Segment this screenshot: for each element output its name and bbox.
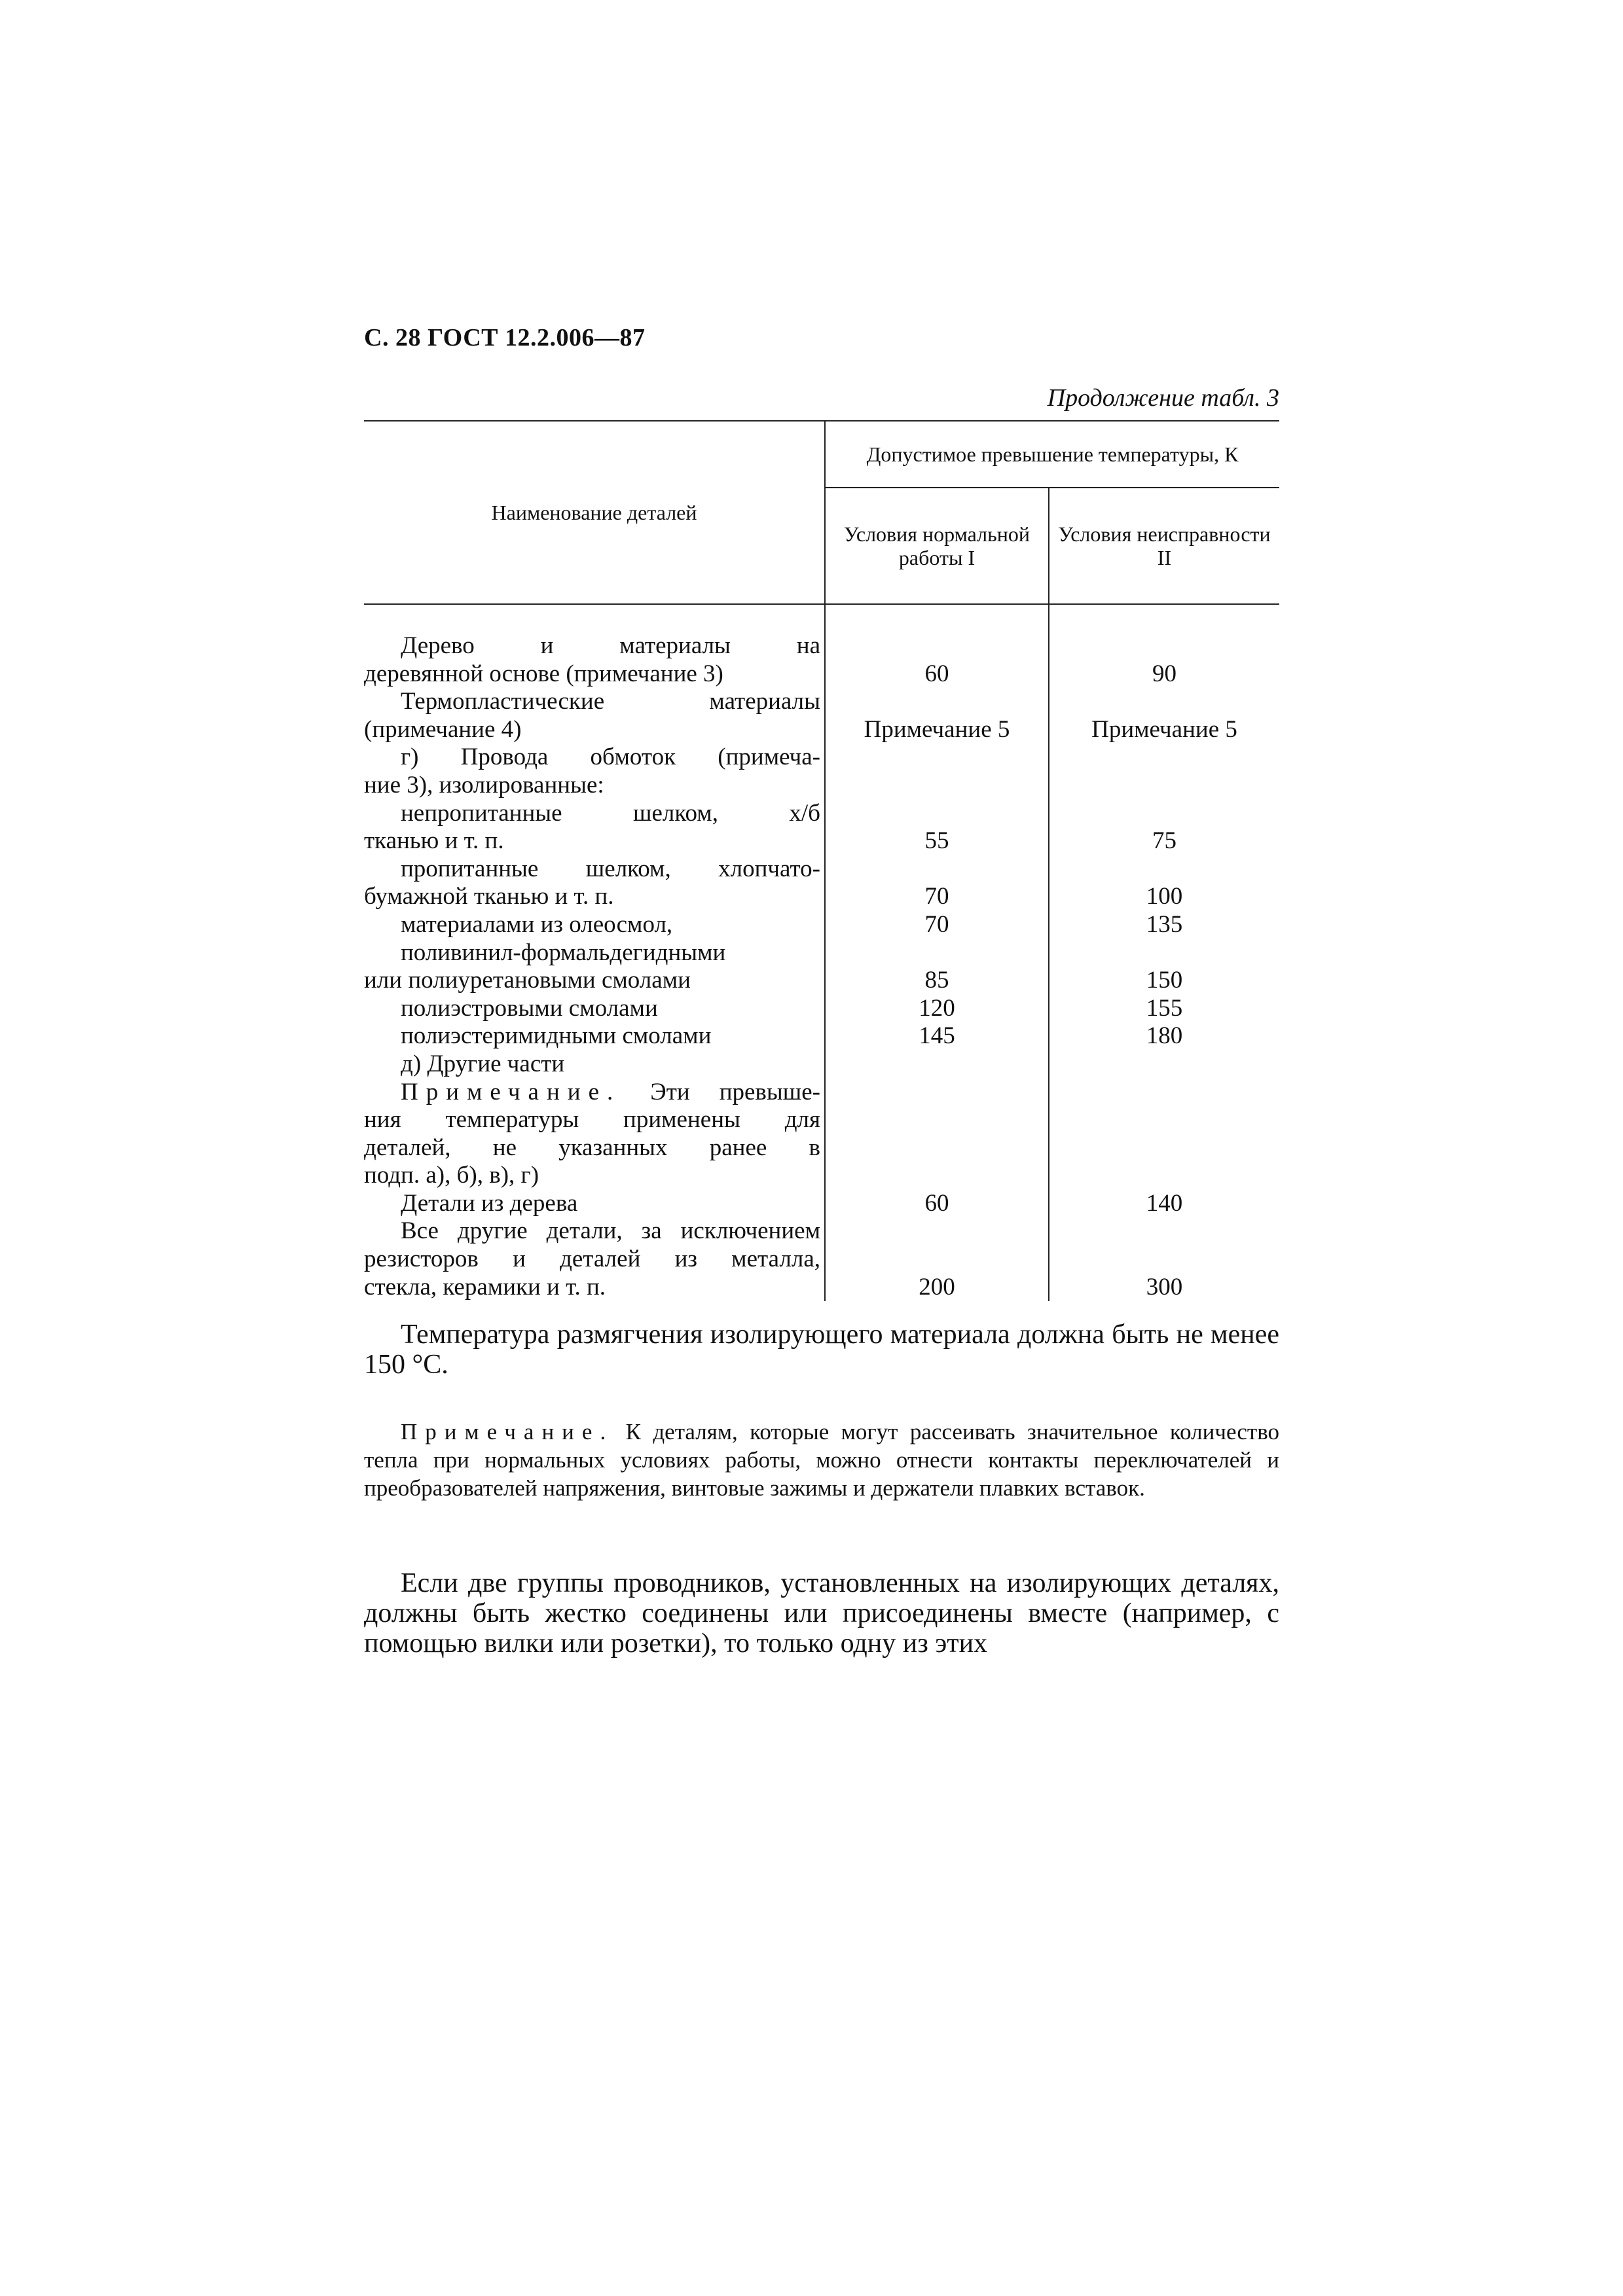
temperature-table <box>364 420 1279 1301</box>
normal-value-cell: 60 <box>825 632 1049 688</box>
part-name-line: или полиуретановыми смолами <box>364 967 691 994</box>
note-label: Примечание. <box>401 1419 614 1444</box>
table-row <box>364 911 1279 939</box>
table-row <box>364 800 1279 855</box>
note-paragraph <box>364 1418 1279 1502</box>
part-name-line: полиэстровыми смолами <box>401 994 658 1022</box>
column-header-group: Допустимое превышение температуры, К <box>825 421 1279 488</box>
normal-value-cell: 200 <box>825 1217 1049 1301</box>
part-name-line: ние 3), изолированные: <box>364 771 604 798</box>
part-name-line: материалами из олеосмол, <box>401 910 673 938</box>
part-name-line: тканью и т. п. <box>364 827 504 855</box>
fault-value-cell: 180 <box>1146 1022 1183 1050</box>
part-name-cell <box>364 1217 825 1301</box>
table-row <box>364 855 1279 911</box>
part-name-line: Детали из дерева <box>401 1189 578 1217</box>
normal-value-cell: 85 <box>825 939 1049 995</box>
part-name-cell <box>364 688 825 744</box>
part-name-line: резисторов и деталей из металла, <box>364 1246 820 1273</box>
table-row <box>364 688 1279 744</box>
spacer-cell <box>364 604 825 632</box>
fault-value-cell: 135 <box>1146 910 1183 938</box>
normal-value-cell: 145 <box>825 1022 1049 1050</box>
part-name-cell <box>364 744 825 799</box>
part-name-cell <box>364 1050 825 1079</box>
table-row <box>364 939 1279 995</box>
part-name-line: Термопластические материалы <box>401 688 820 715</box>
part-name-line: ния температуры применены для <box>364 1106 820 1134</box>
table-row <box>364 744 1279 799</box>
table-row <box>364 1079 1279 1190</box>
part-name-line: пропитанные шелком, хлопчато- <box>401 855 820 882</box>
normal-value-cell <box>825 1079 1049 1190</box>
fault-value-cell <box>1049 744 1279 799</box>
part-name-line: стекла, керамики и т. п. <box>364 1273 606 1300</box>
part-name-cell <box>364 1190 825 1218</box>
part-name-cell <box>364 1022 825 1050</box>
fault-value-cell <box>1049 1050 1279 1079</box>
part-name-line: Все другие детали, за исключением <box>401 1217 820 1245</box>
part-name-line: деталей, не указанных ранее в <box>364 1134 820 1161</box>
table-body <box>364 604 1279 1301</box>
normal-value-cell: Примечание 5 <box>825 688 1049 744</box>
table-row <box>364 1190 1279 1218</box>
part-name-cell <box>364 911 825 939</box>
fault-value-cell: 90 <box>1152 660 1176 687</box>
normal-value-cell: 120 <box>825 995 1049 1023</box>
table-spacer-row <box>364 604 1279 632</box>
part-name-line: (примечание 4) <box>364 715 522 743</box>
part-name-cell <box>364 939 825 995</box>
part-name-line: бумажной тканью и т. п. <box>364 883 614 910</box>
table-row <box>364 1050 1279 1079</box>
page-header: С. 28 ГОСТ 12.2.006—87 <box>364 324 646 351</box>
normal-value-cell: 70 <box>825 911 1049 939</box>
fault-value-cell: Примечание 5 <box>1091 715 1237 743</box>
part-name-cell <box>364 995 825 1023</box>
paragraph-softening-temp: Температура размягчения изолирующего материала должна быть не менее 150 °C. <box>364 1319 1279 1380</box>
normal-value-cell: 60 <box>825 1190 1049 1218</box>
fault-value-cell <box>1049 1079 1279 1190</box>
fault-value-cell: 155 <box>1146 994 1183 1022</box>
part-name-line: поливинил-формальдегидными <box>401 939 726 966</box>
normal-value-cell: 70 <box>825 855 1049 911</box>
part-name-line: деревянной основе (примечание 3) <box>364 660 723 687</box>
part-name-line: Примечание. Эти превыше- <box>401 1078 820 1105</box>
part-name-cell <box>364 855 825 911</box>
column-header-normal: Условия нормальной работы I <box>825 488 1049 604</box>
normal-value-cell: 55 <box>825 800 1049 855</box>
fault-value-cell: 140 <box>1146 1189 1183 1217</box>
table-row <box>364 1022 1279 1050</box>
part-name-line: Дерево и материалы на <box>401 632 820 659</box>
fault-value-cell: 300 <box>1146 1273 1183 1300</box>
inline-note-label: Примечание. <box>401 1078 621 1105</box>
part-name-line: подп. а), б), в), г) <box>364 1162 539 1189</box>
fault-value-cell: 75 <box>1152 827 1176 855</box>
table-row <box>364 1217 1279 1301</box>
part-name-cell <box>364 632 825 688</box>
part-name-line: непропитанные шелком, х/б <box>401 799 820 827</box>
normal-value-cell <box>825 744 1049 799</box>
column-header-name: Наименование деталей <box>364 421 825 604</box>
normal-value-cell <box>825 1050 1049 1079</box>
fault-value-cell: 150 <box>1146 967 1183 994</box>
paragraph-conductor-groups: Если две группы проводников, установленных на изолирующих деталях, должны быть жестко соединены или присоединены вместе (например, с помощью вилки или розетки), то только одну из этих <box>364 1568 1279 1659</box>
fault-value-cell: 100 <box>1146 883 1183 910</box>
part-name-line: г) Провода обмоток (примеча- <box>401 744 820 771</box>
part-name-cell <box>364 1079 825 1190</box>
table-row <box>364 632 1279 688</box>
table-caption: Продолжение табл. 3 <box>1047 384 1279 412</box>
part-name-line: д) Другие части <box>401 1050 565 1077</box>
note-text: К деталям, которые могут рассеивать значительное количество тепла при нормальных условиях работы, можно отнести контакты переключателей и преобразователей напряжения, винтовые зажимы и держатели плавких вставок. <box>364 1419 1279 1501</box>
spacer-cell <box>825 604 1049 632</box>
column-header-fault: Условия неисправности II <box>1049 488 1279 604</box>
table-row <box>364 995 1279 1023</box>
spacer-cell <box>1049 604 1279 632</box>
part-name-line: полиэстеримидными смолами <box>401 1022 712 1050</box>
part-name-cell <box>364 800 825 855</box>
